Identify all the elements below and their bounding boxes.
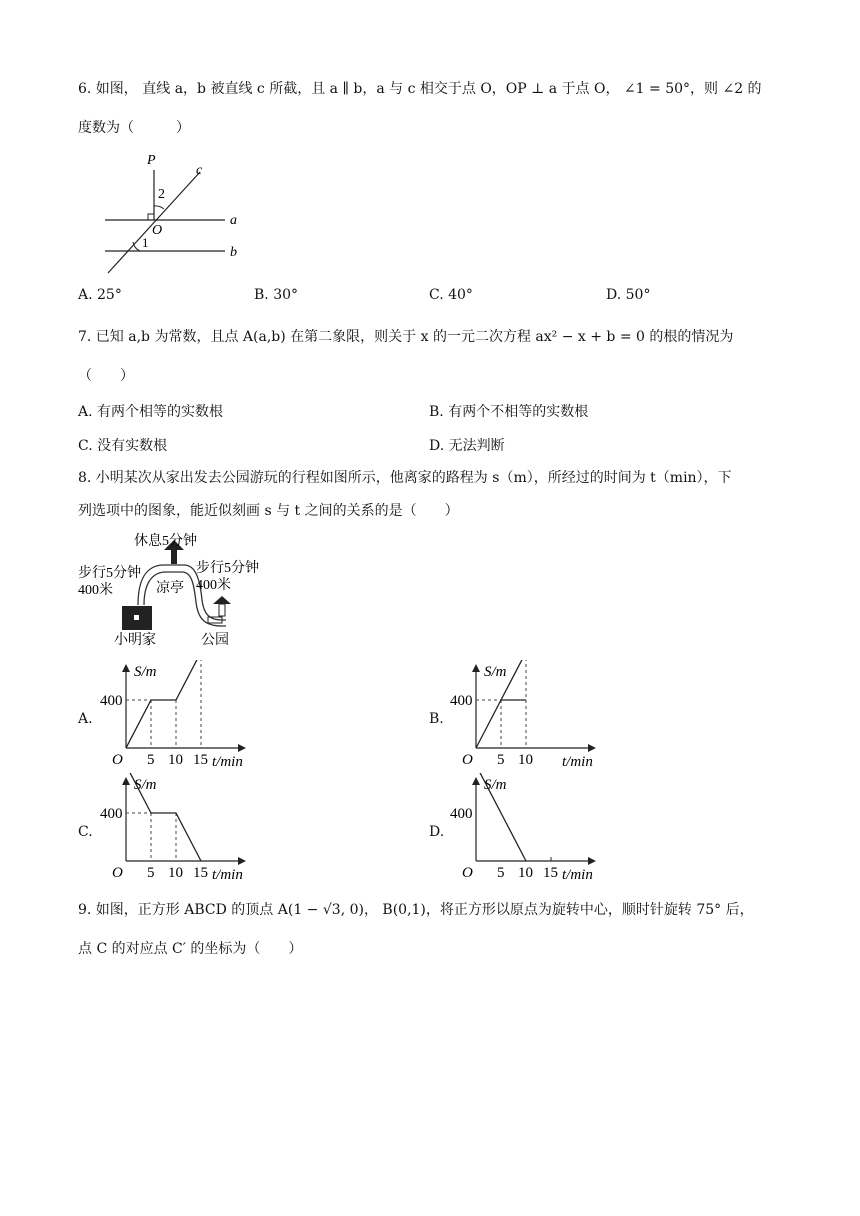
label-c: c (196, 163, 203, 178)
q8-option-d[interactable]: D. (429, 824, 445, 840)
y-tick-label (100, 773, 123, 774)
x-axis-label: t/min (212, 867, 243, 883)
q6-stem-line2: 度数为（ ） (78, 120, 190, 136)
x-tick-label: 10 (168, 865, 183, 881)
y-axis-arrow (472, 664, 480, 672)
x-tick-label: 10 (518, 865, 533, 881)
y-axis-arrow (122, 664, 130, 672)
q8-option-b[interactable]: B. (429, 711, 444, 727)
x-axis-arrow (588, 857, 596, 865)
q6-stem-line1: 6. 如图， 直线 a，b 被直线 c 所截，且 a ∥ b，a 与 c 相交于点 O，OP ⊥ a 于点 O， ∠1 = 50°，则 ∠2 的 (78, 81, 762, 97)
x-axis-arrow (238, 744, 246, 752)
map-park-label: 公园 (201, 633, 229, 648)
map-pavilion-label: 凉亭 (156, 581, 184, 596)
q8-option-a[interactable]: A. (78, 711, 93, 727)
x-axis-arrow (238, 857, 246, 865)
map-walk-right-1: 步行5分钟 (196, 561, 259, 576)
chart-c (100, 773, 260, 883)
y-axis-label: S/m (134, 777, 157, 793)
q9-stem-line2: 点 C 的对应点 C′ 的坐标为（ ） (78, 941, 303, 957)
label-p: P (147, 153, 156, 168)
label-angle-2: 2 (158, 187, 165, 202)
y-axis-label: S/m (484, 777, 507, 793)
q8-option-c[interactable]: C. (78, 824, 93, 840)
y-tick-label (100, 660, 123, 661)
map-walk-left-2: 400米 (78, 583, 113, 598)
origin-label: O (462, 752, 473, 768)
label-angle-1: 1 (142, 235, 149, 250)
chart-d (450, 773, 610, 883)
x-tick-label: 10 (518, 752, 533, 768)
x-tick-label: 5 (497, 865, 505, 881)
map-rest-label: 休息5分钟 (134, 534, 197, 549)
label-b: b (230, 245, 237, 260)
x-tick-label: 15 (193, 752, 208, 768)
x-tick-label: 5 (497, 752, 505, 768)
q6-option-b[interactable]: B. 30° (254, 287, 299, 303)
y-tick-label: 400 (450, 693, 473, 709)
x-axis-arrow (588, 744, 596, 752)
y-tick-label (450, 660, 473, 661)
q7-option-d[interactable]: D. 无法判断 (429, 438, 505, 454)
q7-option-c[interactable]: C. 没有实数根 (78, 438, 168, 454)
x-axis-label: t/min (562, 867, 593, 883)
x-axis-label: t/min (212, 754, 243, 770)
q8-stem-line2: 列选项中的图象，能近似刻画 s 与 t 之间的关系的是（ ） (78, 503, 459, 519)
map-walk-right-2: 400米 (196, 578, 231, 593)
x-tick-label: 15 (543, 865, 558, 881)
series-line (126, 773, 201, 861)
chart-b (450, 660, 610, 770)
x-tick-label: 10 (168, 752, 183, 768)
label-a: a (230, 213, 237, 228)
x-tick-label: 5 (147, 752, 155, 768)
y-tick-label: 400 (450, 806, 473, 822)
q8-stem-line1: 8. 小明某次从家出发去公园游玩的行程如图所示，他离家的路程为 s（m），所经过的时间为 t（min），下 (78, 470, 732, 486)
x-tick-label: 15 (193, 865, 208, 881)
angle-2-arc (154, 206, 164, 209)
right-angle-mark (148, 214, 154, 220)
x-axis-label: t/min (562, 754, 593, 770)
x-tick-label: 5 (147, 865, 155, 881)
origin-label: O (112, 752, 123, 768)
y-axis-arrow (122, 777, 130, 785)
q7-stem-line2: （ ） (78, 368, 134, 384)
q7-option-b[interactable]: B. 有两个不相等的实数根 (429, 404, 589, 420)
q6-figure (100, 150, 260, 275)
q9-stem-line1: 9. 如图，正方形 ABCD 的顶点 A(1 − √3, 0)， B(0,1)，将正方形以原点为旋转中心，顺时针旋转 75° 后， (78, 902, 754, 918)
chart-a (100, 660, 260, 770)
y-axis-label: S/m (484, 664, 507, 680)
y-tick-label (450, 773, 473, 774)
y-axis-label: S/m (134, 664, 157, 680)
park-icon (213, 596, 231, 604)
origin-label: O (462, 865, 473, 881)
q6-option-a[interactable]: A. 25° (78, 287, 122, 303)
q8-route-map (76, 530, 276, 650)
label-o: O (152, 223, 163, 238)
y-tick-label: 400 (100, 806, 123, 822)
map-home-label: 小明家 (114, 633, 156, 648)
angle-1-arc (133, 242, 140, 251)
map-walk-left-1: 步行5分钟 (78, 566, 141, 581)
q7-option-a[interactable]: A. 有两个相等的实数根 (78, 404, 224, 420)
y-tick-label: 400 (100, 693, 123, 709)
origin-label: O (112, 865, 123, 881)
y-axis-arrow (472, 777, 480, 785)
q7-stem-line1: 7. 已知 a,b 为常数，且点 A(a,b) 在第二象限，则关于 x 的一元二次方程 ax² − x + b = 0 的根的情况为 (78, 329, 734, 345)
q6-option-c[interactable]: C. 40° (429, 287, 473, 303)
q6-option-d[interactable]: D. 50° (606, 287, 651, 303)
